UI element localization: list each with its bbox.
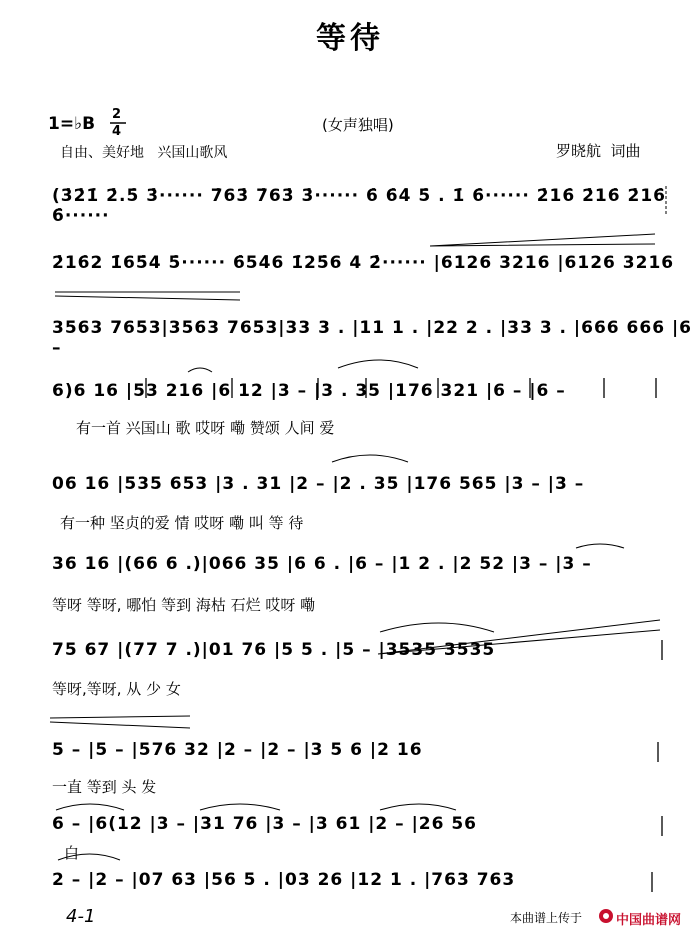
- lyric-line: 有一首 兴国山 歌 哎呀 嘞 赞颂 人间 爱: [76, 419, 335, 437]
- page-number: 4-1: [66, 906, 96, 927]
- notation-line: 2̇16̇2 1̇65̇4 5̇······ 6̇54̇6 1̇25̇6 4 2̇······ |6126 3216 |6126 3216: [52, 253, 675, 273]
- lyric-line: 有一种 坚贞的爱 情 哎呀 嘞 叫 等 待: [60, 514, 304, 532]
- notation-line: 3563 7653|3563 7653|33 3 . |11 1 . |22 2 . |33 3 . |666 666 |6 –: [52, 318, 692, 358]
- lyric-line: 等呀,等呀, 从 少 女: [52, 680, 181, 698]
- time-signature-bottom: 4: [112, 124, 122, 139]
- notation-line: 06 16 |535 653 |3 . 31 |2 – |2 . 35 |176 565 |3 – |3 –: [52, 474, 585, 494]
- notation-line: 75 67 |(77 7 .)|01 76 |5 5 . |5 – |3535 3535: [52, 640, 496, 660]
- notation-line: 36 16 |(66 6 .)|066 35 |6 6 . |6 – |1 2 . |2 52 |3 – |3 –: [52, 554, 592, 574]
- site-logo: [598, 906, 690, 926]
- song-title: 等待: [316, 21, 384, 56]
- upload-note: 本曲谱上传于: [510, 911, 583, 925]
- notation-line: 2 – |2 – |07 63 |56 5 . |03 26 |12 1 . |763 763: [52, 870, 516, 890]
- composer-credit: 罗晓航 词曲: [556, 142, 641, 160]
- site-name: 中国曲谱网: [616, 913, 682, 928]
- lyric-line: 白: [64, 844, 80, 862]
- site-logo-icon: [598, 908, 614, 924]
- notation-line: (3̇2̇1̇ 2̇.5̇ 3̇······ 7̇63̇ 7̇63̇ 3̇······ 6̇ 6̇4̇ 5̇ . 1̇ 6̇······ 2̇16̇ 2̇16̇ 2̇16̇ 6̇······: [52, 186, 666, 226]
- performer-note: (女声独唱): [322, 116, 394, 134]
- notation-line: 6)6 16 |53 216 |6 12 |3 – |3 . 35 |176 321 |6 – |6 –: [52, 381, 566, 401]
- notation-line: 5 – |5 – |576 32 |2 – |2 – |3 5 6 |2 16: [52, 740, 423, 760]
- key-signature: 1=♭B: [48, 114, 96, 134]
- time-signature-top: 2: [112, 107, 122, 122]
- lyric-line: 等呀 等呀, 哪怕 等到 海枯 石烂 哎呀 嘞: [52, 596, 316, 614]
- notation-line: 6 – |6(12 |3 – |31 76 |3 – |3 61 |2 – |26 56: [52, 814, 478, 834]
- tempo-marking: 自由、美好地 兴国山歌风: [60, 145, 228, 161]
- lyric-line: 一直 等到 头 发: [52, 778, 157, 796]
